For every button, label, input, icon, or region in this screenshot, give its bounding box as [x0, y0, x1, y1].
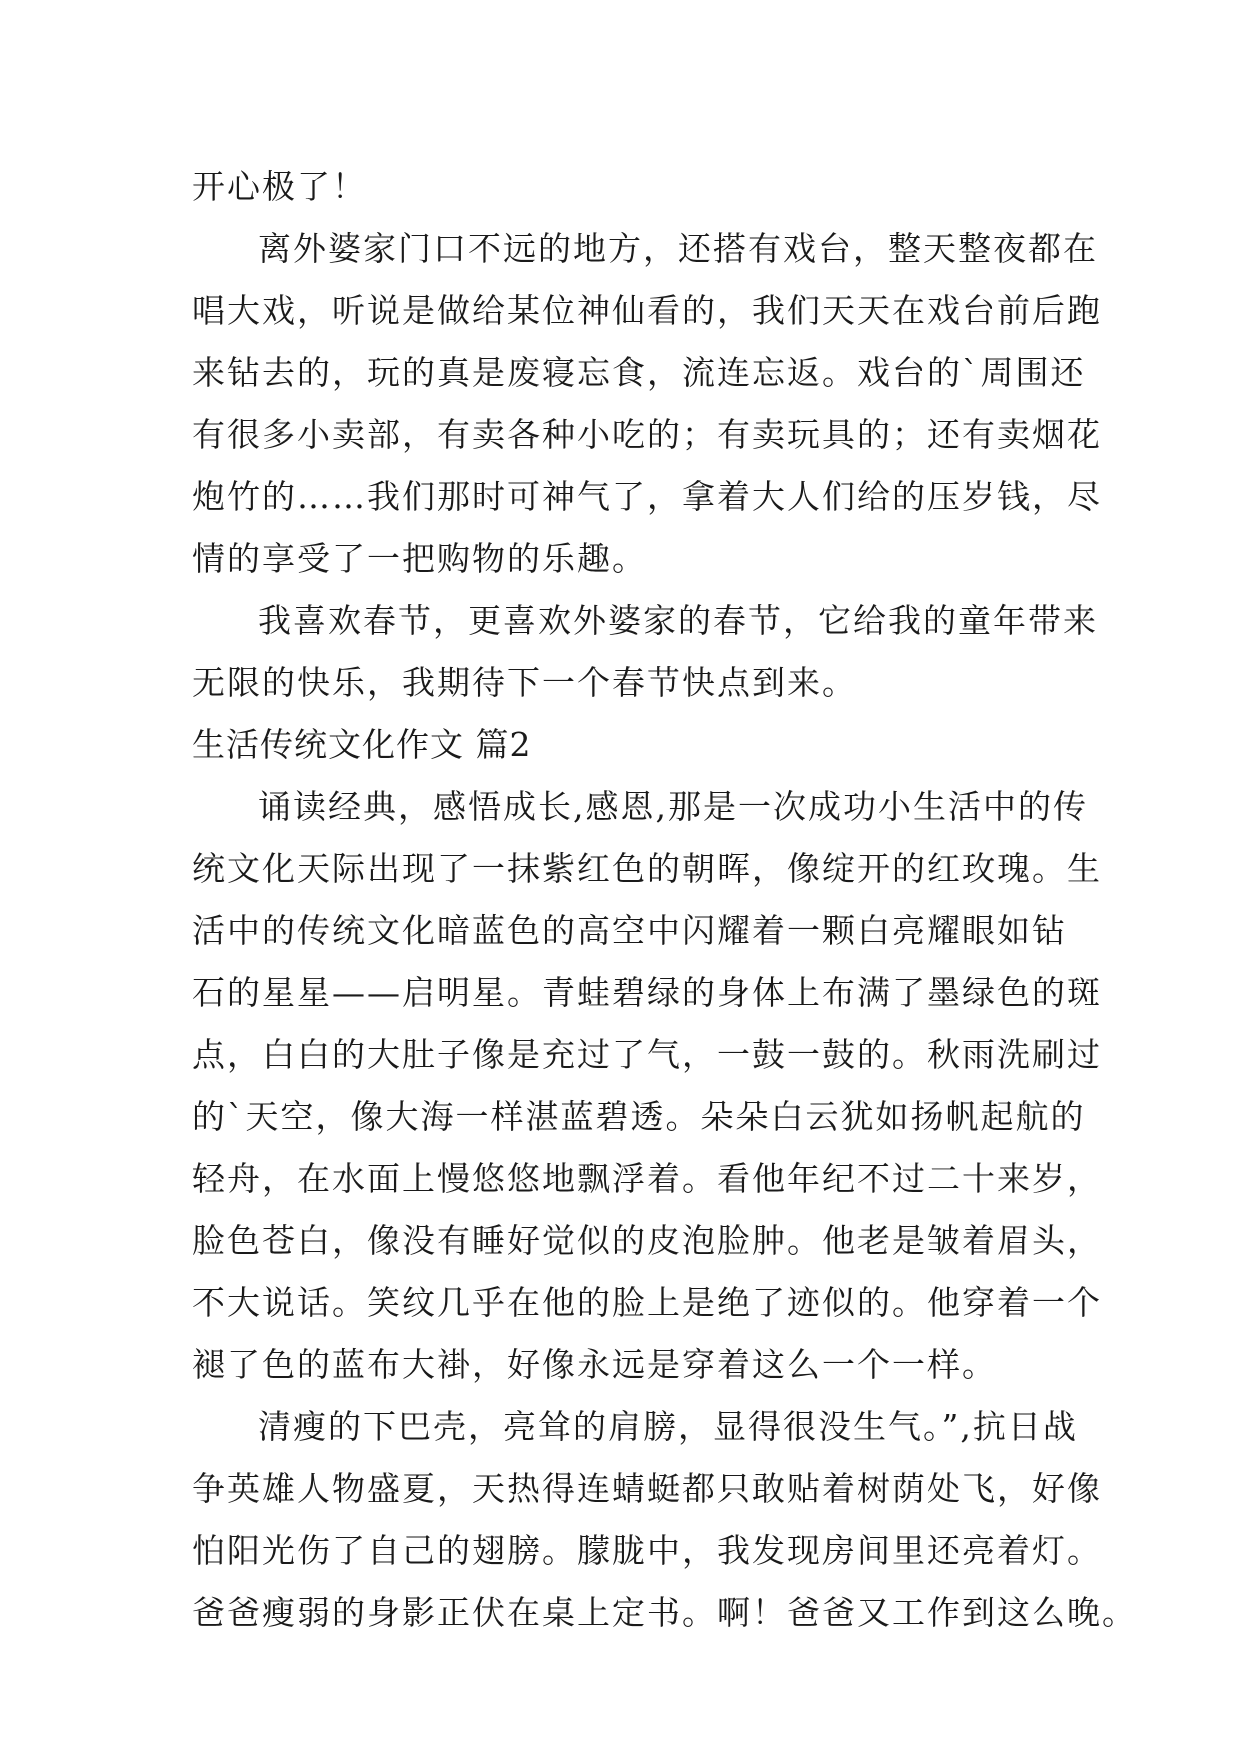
- text-line: 褪了色的蓝布大褂，好像永远是穿着这么一个一样。: [192, 1345, 997, 1384]
- text-line: 开心极了！: [192, 167, 367, 206]
- text-line: 唱大戏，听说是做给某位神仙看的，我们天天在戏台前后跑: [192, 291, 1102, 330]
- text-line: 怕阳光伤了自己的翅膀。朦胧中，我发现房间里还亮着灯。: [192, 1531, 1102, 1570]
- text-line: 统文化天际出现了一抹紫红色的朝晖，像绽开的红玫瑰。生: [192, 849, 1102, 888]
- text-line: 情的享受了一把购物的乐趣。: [192, 539, 647, 578]
- text-line: 点，白白的大肚子像是充过了气，一鼓一鼓的。秋雨洗刷过: [192, 1035, 1102, 1074]
- text-line: 爸爸瘦弱的身影正伏在桌上定书。啊！爸爸又工作到这么晚。: [192, 1593, 1137, 1632]
- text-line: 的`天空，像大海一样湛蓝碧透。朵朵白云犹如扬帆起航的: [192, 1097, 1086, 1136]
- paragraph-start-line: 离外婆家门口不远的地方，还搭有戏台，整天整夜都在: [258, 229, 1098, 268]
- text-line: 无限的快乐，我期待下一个春节快点到来。: [192, 663, 857, 702]
- text-line: 轻舟，在水面上慢悠悠地飘浮着。看他年纪不过二十来岁，: [192, 1159, 1102, 1198]
- text-line: 炮竹的……我们那时可神气了，拿着大人们给的压岁钱，尽: [192, 477, 1102, 516]
- text-line: 脸色苍白，像没有睡好觉似的皮泡脸肿。他老是皱着眉头，: [192, 1221, 1102, 1260]
- text-line: 不大说话。笑纹几乎在他的脸上是绝了迹似的。他穿着一个: [192, 1283, 1102, 1322]
- document-page: [192, 156, 1137, 1644]
- text-line: 争英雄人物盛夏，天热得连蜻蜓都只敢贴着树荫处飞，好像: [192, 1469, 1102, 1508]
- text-line: 活中的传统文化暗蓝色的高空中闪耀着一颗白亮耀眼如钻: [192, 911, 1067, 950]
- paragraph-start-line: 清瘦的下巴壳，亮耸的肩膀，显得很没生气。”,抗日战: [258, 1407, 1078, 1446]
- text-line: 有很多小卖部，有卖各种小吃的；有卖玩具的；还有卖烟花: [192, 415, 1102, 454]
- paragraph-start-line: 诵读经典，感悟成长,感恩,那是一次成功小生活中的传: [258, 787, 1088, 826]
- paragraph-start-line: 我喜欢春节，更喜欢外婆家的春节，它给我的童年带来: [258, 601, 1098, 640]
- section-heading: 生活传统文化作文 篇2: [192, 725, 532, 764]
- text-line: 来钻去的，玩的真是废寝忘食，流连忘返。戏台的`周围还: [192, 353, 1086, 392]
- text-line: 石的星星——启明星。青蛙碧绿的身体上布满了墨绿色的斑: [192, 973, 1102, 1012]
